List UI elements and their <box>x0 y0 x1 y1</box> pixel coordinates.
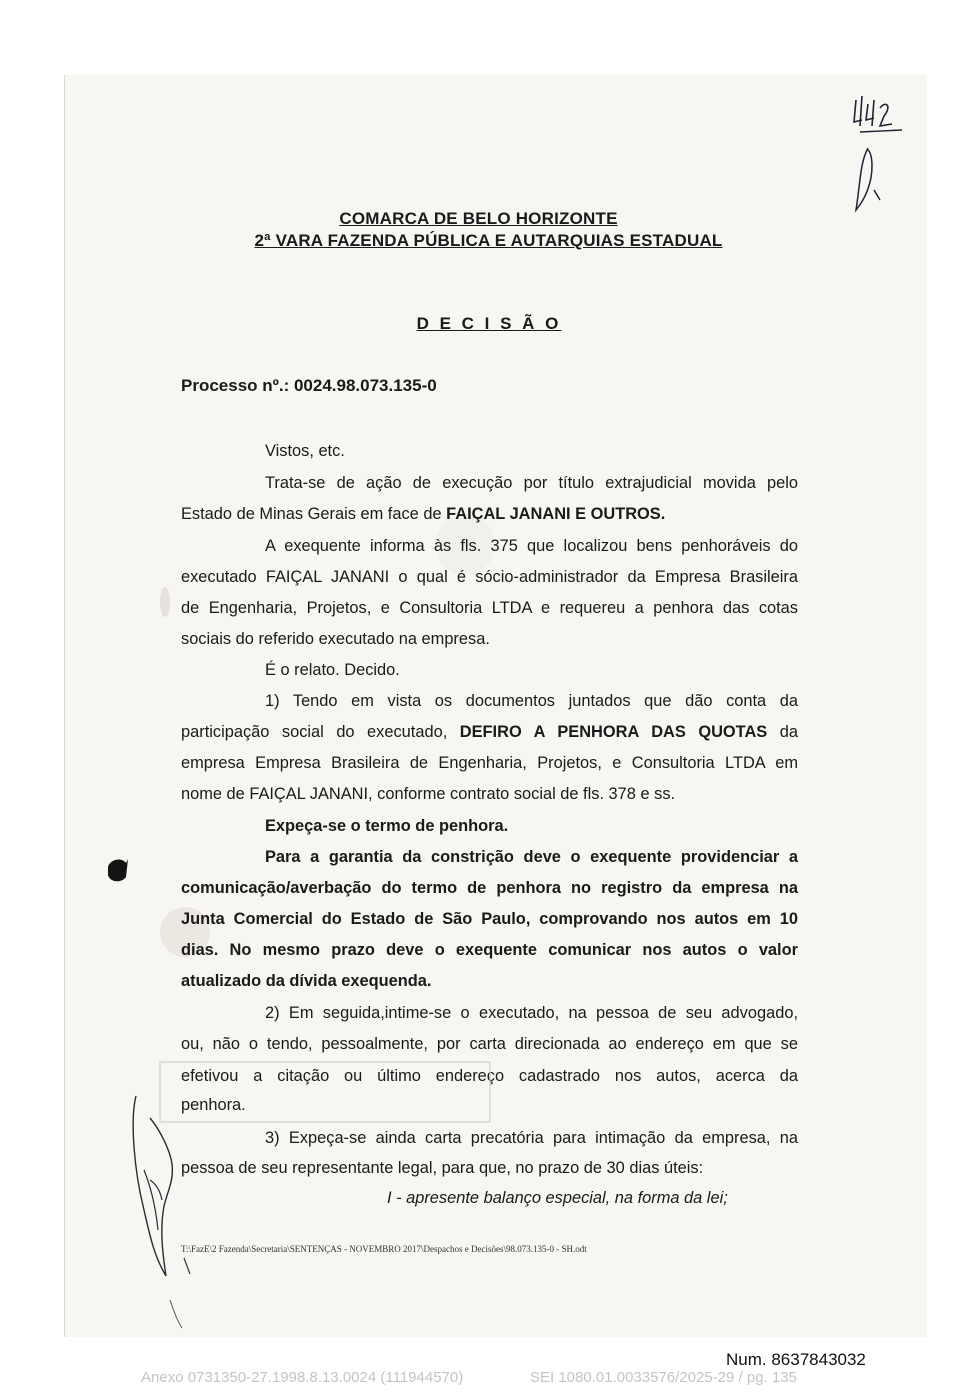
body-text: Estado de Minas Gerais em face de <box>181 505 447 523</box>
body-line: A exequente informa às fls. 375 que localizou bens penhoráveis do <box>265 537 798 555</box>
body-line: pessoa de seu representante legal, para que, no prazo de 30 dias úteis: <box>181 1159 704 1177</box>
body-line <box>181 504 798 524</box>
body-line: Expeça-se o termo de penhora. <box>265 817 509 835</box>
body-text: participação social do executado, <box>181 723 460 741</box>
body-line: É o relato. Decido. <box>265 661 400 679</box>
body-line: efetivou a citação ou último endereço cadastrado nos autos, acerca da <box>181 1067 798 1085</box>
body-line: comunicação/averbação do termo de penhora no registro da empresa na <box>181 879 798 897</box>
body-line: Junta Comercial do Estado de São Paulo, comprovando nos autos em 10 <box>181 910 798 928</box>
body-line: 1) Tendo em vista os documentos juntados que dão conta da <box>265 692 798 710</box>
body-line: ou, não o tendo, pessoalmente, por carta direcionada ao endereço em que se <box>181 1035 798 1053</box>
punch-hole-mark <box>104 855 130 885</box>
body-line: atualizado da dívida exequenda. <box>181 972 432 990</box>
body-line: Trata-se de ação de execução por título extrajudicial movida pelo <box>265 474 798 492</box>
body-line <box>181 722 798 742</box>
document-title: D E C I S Ã O <box>416 314 562 333</box>
file-path-footer: T:\FazE\2 Fazenda\Secretaria\SENTENÇAS - NOVEMBRO 2017\Despachos e Decisões\98.073.135-0 - SH.odt <box>181 1244 587 1254</box>
body-bold-text: FAIÇAL JANANI E OUTROS. <box>446 505 666 523</box>
body-line: dias. No mesmo prazo deve o exequente comunicar nos autos o valor <box>181 941 798 959</box>
body-line: 3) Expeça-se ainda carta precatória para intimação da empresa, na <box>265 1129 798 1147</box>
body-line: sociais do referido executado na empresa. <box>181 630 490 648</box>
court-division: 2ª VARA FAZENDA PÚBLICA E AUTARQUIAS ESTADUAL <box>254 231 723 250</box>
stain-mark <box>160 587 170 617</box>
body-line: Para a garantia da constrição deve o exequente providenciar a <box>265 848 798 866</box>
body-line: empresa Empresa Brasileira de Engenharia, Projetos, e Consultoria LTDA em <box>181 754 798 772</box>
body-bold-text: DEFIRO A PENHORA DAS QUOTAS <box>459 723 768 741</box>
body-line: penhora. <box>181 1096 246 1114</box>
body-text: da <box>767 723 798 741</box>
body-line: nome de FAIÇAL JANANI, conforme contrato social de fls. 378 e ss. <box>181 785 676 803</box>
body-line: de Engenharia, Projetos, e Consultoria LTDA e requereu a penhora das cotas <box>181 599 798 617</box>
body-line: 2) Em seguida,intime-se o executado, na pessoa de seu advogado, <box>265 1004 798 1022</box>
court-name: COMARCA DE BELO HORIZONTE <box>339 209 618 228</box>
body-line: Vistos, etc. <box>265 442 345 460</box>
body-line: I - apresente balanço especial, na forma da lei; <box>387 1189 728 1207</box>
body-line: executado FAIÇAL JANANI o qual é sócio-administrador da Empresa Brasileira <box>181 568 798 586</box>
stamp-and-signature <box>130 1060 530 1330</box>
document-number: Num. 8637843032 <box>726 1350 866 1369</box>
process-number: Processo nº.: 0024.98.073.135-0 <box>181 376 437 395</box>
sei-watermark: SEI 1080.01.0033576/2025-29 / pg. 135 <box>530 1369 797 1386</box>
anexo-watermark: Anexo 0731350-27.1998.8.13.0024 (111944570) <box>141 1369 464 1386</box>
